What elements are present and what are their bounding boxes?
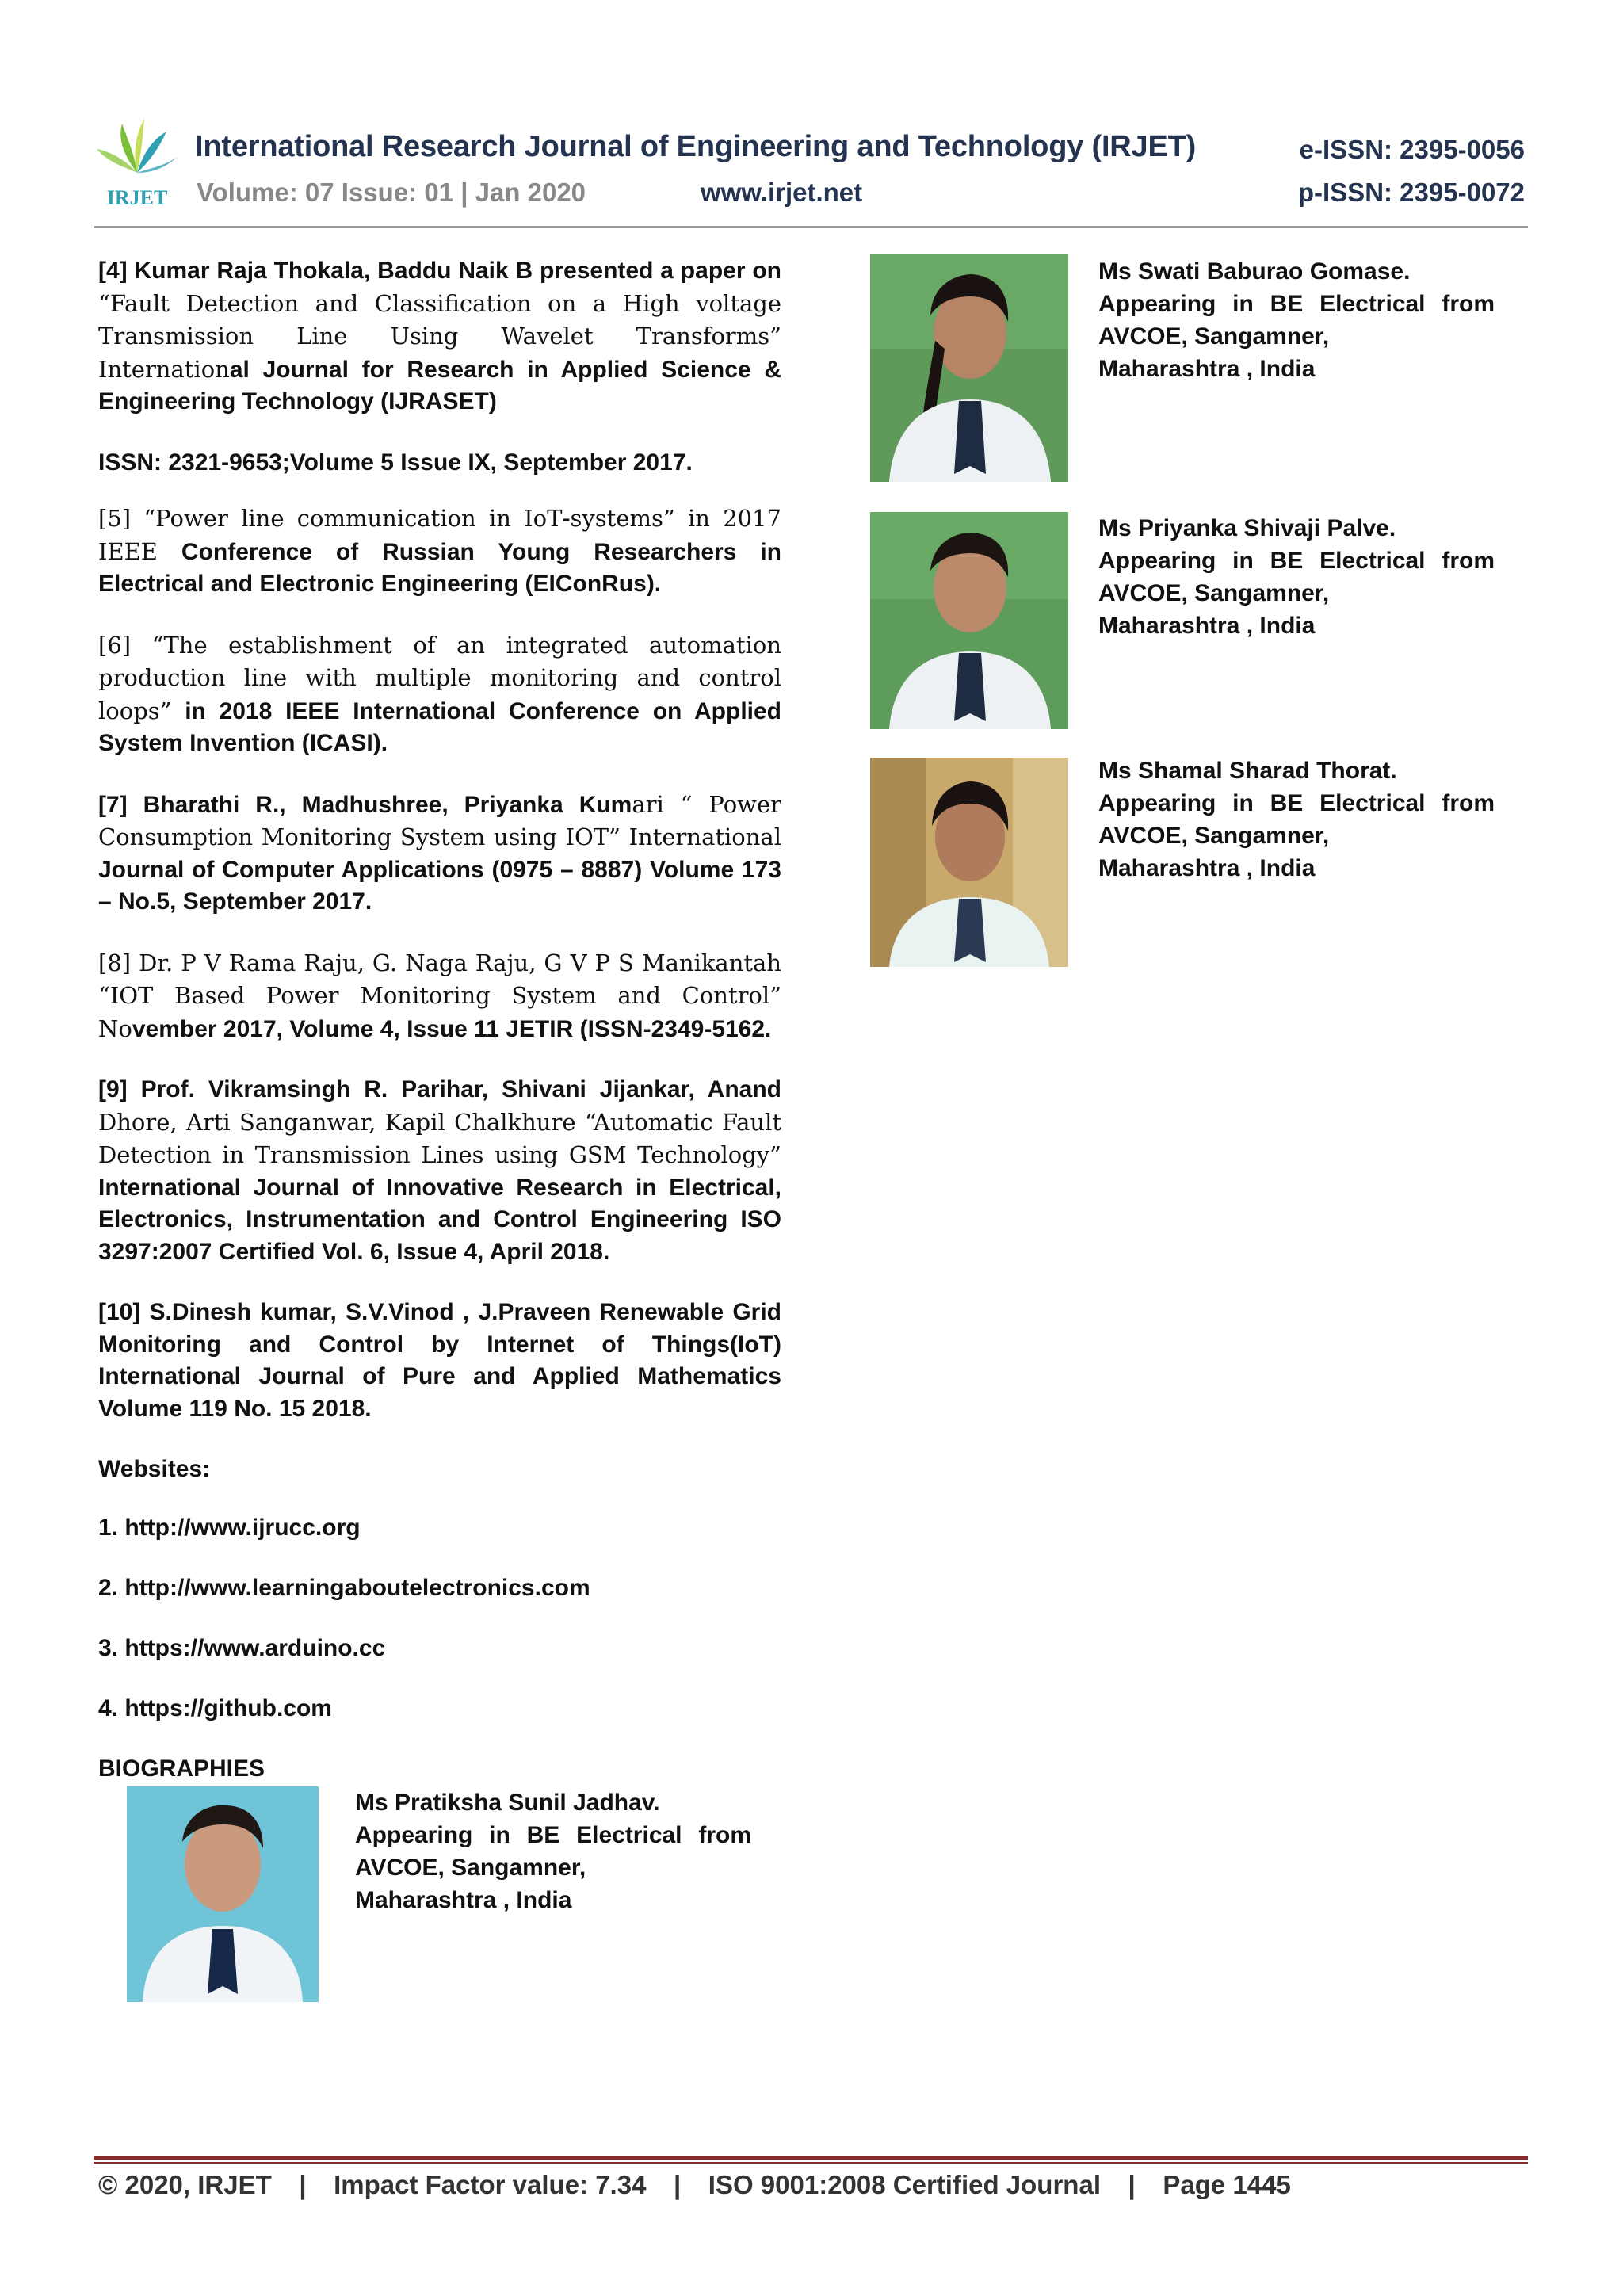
author-photo — [870, 512, 1068, 729]
reference-5: [5] “Power line communication in IoT-systems” in 2017 IEEE Conference of Russian Young Researchers in Electrical and Electronic Engineering (EIConRus). — [98, 505, 781, 597]
page-footer — [98, 2170, 1291, 2200]
journal-website: www.irjet.net — [701, 178, 863, 207]
author-photo — [870, 758, 1068, 967]
reference-6: [6] “The establishment of an integrated automation production line with multiple monitoring and control loops” in 2018 IEEE International Conference on Applied System Invention (ICASI). — [98, 631, 781, 756]
author-photo — [870, 254, 1068, 482]
reference-8: [8] Dr. P V Rama Raju, G. Naga Raju, G V P S Manikantah “IOT Based Power Monitoring System and Control” November 2017, Volume 4, Issue 11 JETIR (ISSN-2349-5162. — [98, 949, 781, 1042]
footer-separator: | — [299, 2170, 307, 2199]
bio-swati: Ms Swati Baburao Gomase. Appearing in BE Electrical from AVCOE, Sangamner, Maharashtra , India — [1098, 258, 1495, 382]
svg-text:IRJET: IRJET — [106, 186, 168, 209]
footer-separator: | — [673, 2170, 682, 2199]
reference-4-issn: ISSN: 2321-9653;Volume 5 Issue IX, September 2017. — [98, 449, 693, 476]
bio-pratiksha: Ms Pratiksha Sunil Jadhav. Appearing in BE Electrical from AVCOE, Sangamner, Maharashtra , India — [355, 1790, 751, 1913]
biographies-heading: BIOGRAPHIES — [98, 1755, 265, 1782]
references-column — [98, 255, 781, 1812]
author-photo — [127, 1786, 319, 2002]
e-issn: e-ISSN: 2395-0056 — [1299, 135, 1525, 164]
footer-iso: ISO 9001:2008 Certified Journal — [708, 2170, 1101, 2199]
footer-divider-thin — [94, 2162, 1528, 2164]
reference-9: [9] Prof. Vikramsingh R. Parihar, Shivani Jijankar, Anand Dhore, Arti Sanganwar, Kapil Chalkhure “Automatic Fault Detection in Transmission Lines using GSM Technology” International Journal of Innovative Research in Electrical, Electronics, Instrumentation and Control Engineering ISO 3297:2007 Certified Vol. 6, Issue 4, April 2018. — [98, 1076, 781, 1265]
website-link[interactable]: 1. http://www.ijrucc.org — [98, 1515, 361, 1541]
bio-priyanka: Ms Priyanka Shivaji Palve. Appearing in BE Electrical from AVCOE, Sangamner, Maharashtra , India — [1098, 515, 1495, 639]
reference-7: [7] Bharathi R., Madhushree, Priyanka Kumari “ Power Consumption Monitoring System using IOT” International Journal of Computer Applications (0975 – 8887) Volume 173 – No.5, September 2017. — [98, 790, 781, 915]
websites-heading: Websites: — [98, 1456, 211, 1482]
footer-page-number: Page 1445 — [1163, 2170, 1291, 2199]
journal-title: International Research Journal of Engineering and Technology (IRJET) — [195, 130, 1197, 163]
bio-shamal: Ms Shamal Sharad Thorat. Appearing in BE Electrical from AVCOE, Sangamner, Maharashtra , India — [1098, 758, 1495, 881]
header-divider — [94, 226, 1528, 228]
p-issn: p-ISSN: 2395-0072 — [1297, 178, 1525, 207]
website-link[interactable]: 4. https://github.com — [98, 1695, 332, 1721]
reference-4: [4] Kumar Raja Thokala, Baddu Naik B presented a paper on “Fault Detection and Classification on a High voltage Transmission Line Using Wavelet Transforms” International Journal for Research in Applied Science & Engineering Technology (IJRASET) — [98, 258, 781, 415]
website-link[interactable]: 3. https://www.arduino.cc — [98, 1635, 386, 1661]
volume-issue: Volume: 07 Issue: 01 | Jan 2020 — [197, 178, 586, 207]
footer-impact-factor: Impact Factor value: 7.34 — [334, 2170, 647, 2199]
footer-divider — [94, 2156, 1528, 2160]
reference-10: [10] S.Dinesh kumar, S.V.Vinod , J.Praveen Renewable Grid Monitoring and Control by Internet of Things(IoT) International Journal of Pure and Applied Mathematics Volume 119 No. 15 2018. — [98, 1299, 781, 1422]
footer-separator: | — [1128, 2170, 1136, 2199]
website-link[interactable]: 2. http://www.learningaboutelectronics.com — [98, 1575, 590, 1601]
irjet-logo — [94, 117, 181, 211]
footer-copyright: © 2020, IRJET — [98, 2170, 272, 2199]
